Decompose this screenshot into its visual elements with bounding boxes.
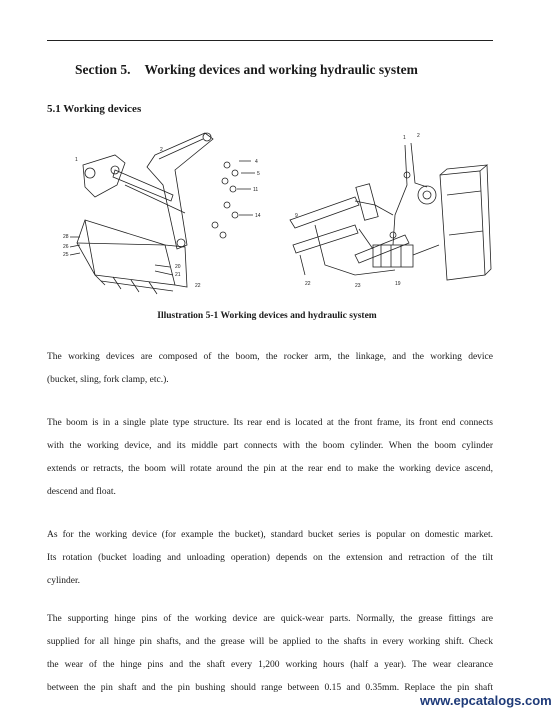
paragraph-line: descend and float.: [47, 487, 116, 497]
paragraph-line: extends or retracts, the boom will rotate around the pin at the rear end to make the working device ascend,: [47, 464, 493, 474]
svg-text:14: 14: [255, 213, 261, 219]
paragraph-line: Its rotation (bucket loading and unloading operation) depends on the extension and retraction of the tilt: [47, 553, 493, 563]
paragraph-line: cylinder.: [47, 576, 80, 586]
svg-text:2: 2: [160, 147, 163, 153]
svg-text:4: 4: [255, 159, 258, 165]
paragraph-line: The supporting hinge pins of the working device are quick-wear parts. Normally, the grease fittings are: [47, 614, 493, 624]
paragraph-line: between the pin shaft and the pin bushing should range between 0.15 and 0.35mm. Replace the pin shaft: [47, 683, 493, 693]
section-heading: [75, 62, 418, 78]
figure-caption: Illustration 5-1 Working devices and hydraulic system: [157, 311, 377, 321]
paragraph-hinge-pins: [47, 608, 493, 700]
header-rule: [47, 40, 493, 41]
paragraph-line: with the working device, and its middle part connects with the boom cylinder. When the boom cylinder: [47, 441, 493, 451]
paragraph-bucket: [47, 524, 493, 593]
svg-text:22: 22: [305, 281, 311, 287]
svg-text:5: 5: [257, 171, 260, 177]
working-devices-illustration: [55, 125, 495, 305]
svg-text:11: 11: [253, 187, 259, 193]
paragraph-line: the wear of the hinge pins and the shaft every 1,200 working hours (half a year). The wear clearance: [47, 660, 493, 670]
svg-text:23: 23: [355, 283, 361, 289]
svg-text:28: 28: [63, 234, 69, 240]
section-title: Working devices and working hydraulic system: [144, 62, 418, 77]
svg-text:20: 20: [175, 264, 181, 270]
watermark: www.epcatalogs.com: [420, 693, 552, 708]
svg-text:22: 22: [195, 283, 201, 289]
paragraph-line: The boom is in a single plate type structure. Its rear end is located at the front frame, its front end connects: [47, 418, 493, 428]
svg-text:21: 21: [175, 272, 181, 278]
paragraph-composition: [47, 346, 493, 392]
svg-text:19: 19: [395, 281, 401, 287]
section-number: Section 5.: [75, 62, 131, 77]
svg-text:1: 1: [403, 135, 406, 141]
paragraph-line: As for the working device (for example the bucket), standard bucket series is popular on domestic market.: [47, 530, 493, 540]
paragraph-line: supplied for all hinge pin shafts, and the grease will be applied to the shafts in every working shift. Check: [47, 637, 493, 647]
subsection-heading: 5.1 Working devices: [47, 103, 142, 115]
paragraph-boom: [47, 412, 493, 504]
paragraph-line: The working devices are composed of the boom, the rocker arm, the linkage, and the working device: [47, 352, 493, 362]
svg-text:26: 26: [63, 244, 69, 250]
hydraulic-system-drawing: [290, 133, 491, 289]
svg-text:25: 25: [63, 252, 69, 258]
svg-text:2: 2: [417, 133, 420, 139]
svg-text:9: 9: [295, 213, 298, 219]
boom-assembly-drawing: [63, 133, 261, 294]
svg-text:1: 1: [75, 157, 78, 163]
paragraph-line: (bucket, sling, fork clamp, etc.).: [47, 375, 169, 385]
